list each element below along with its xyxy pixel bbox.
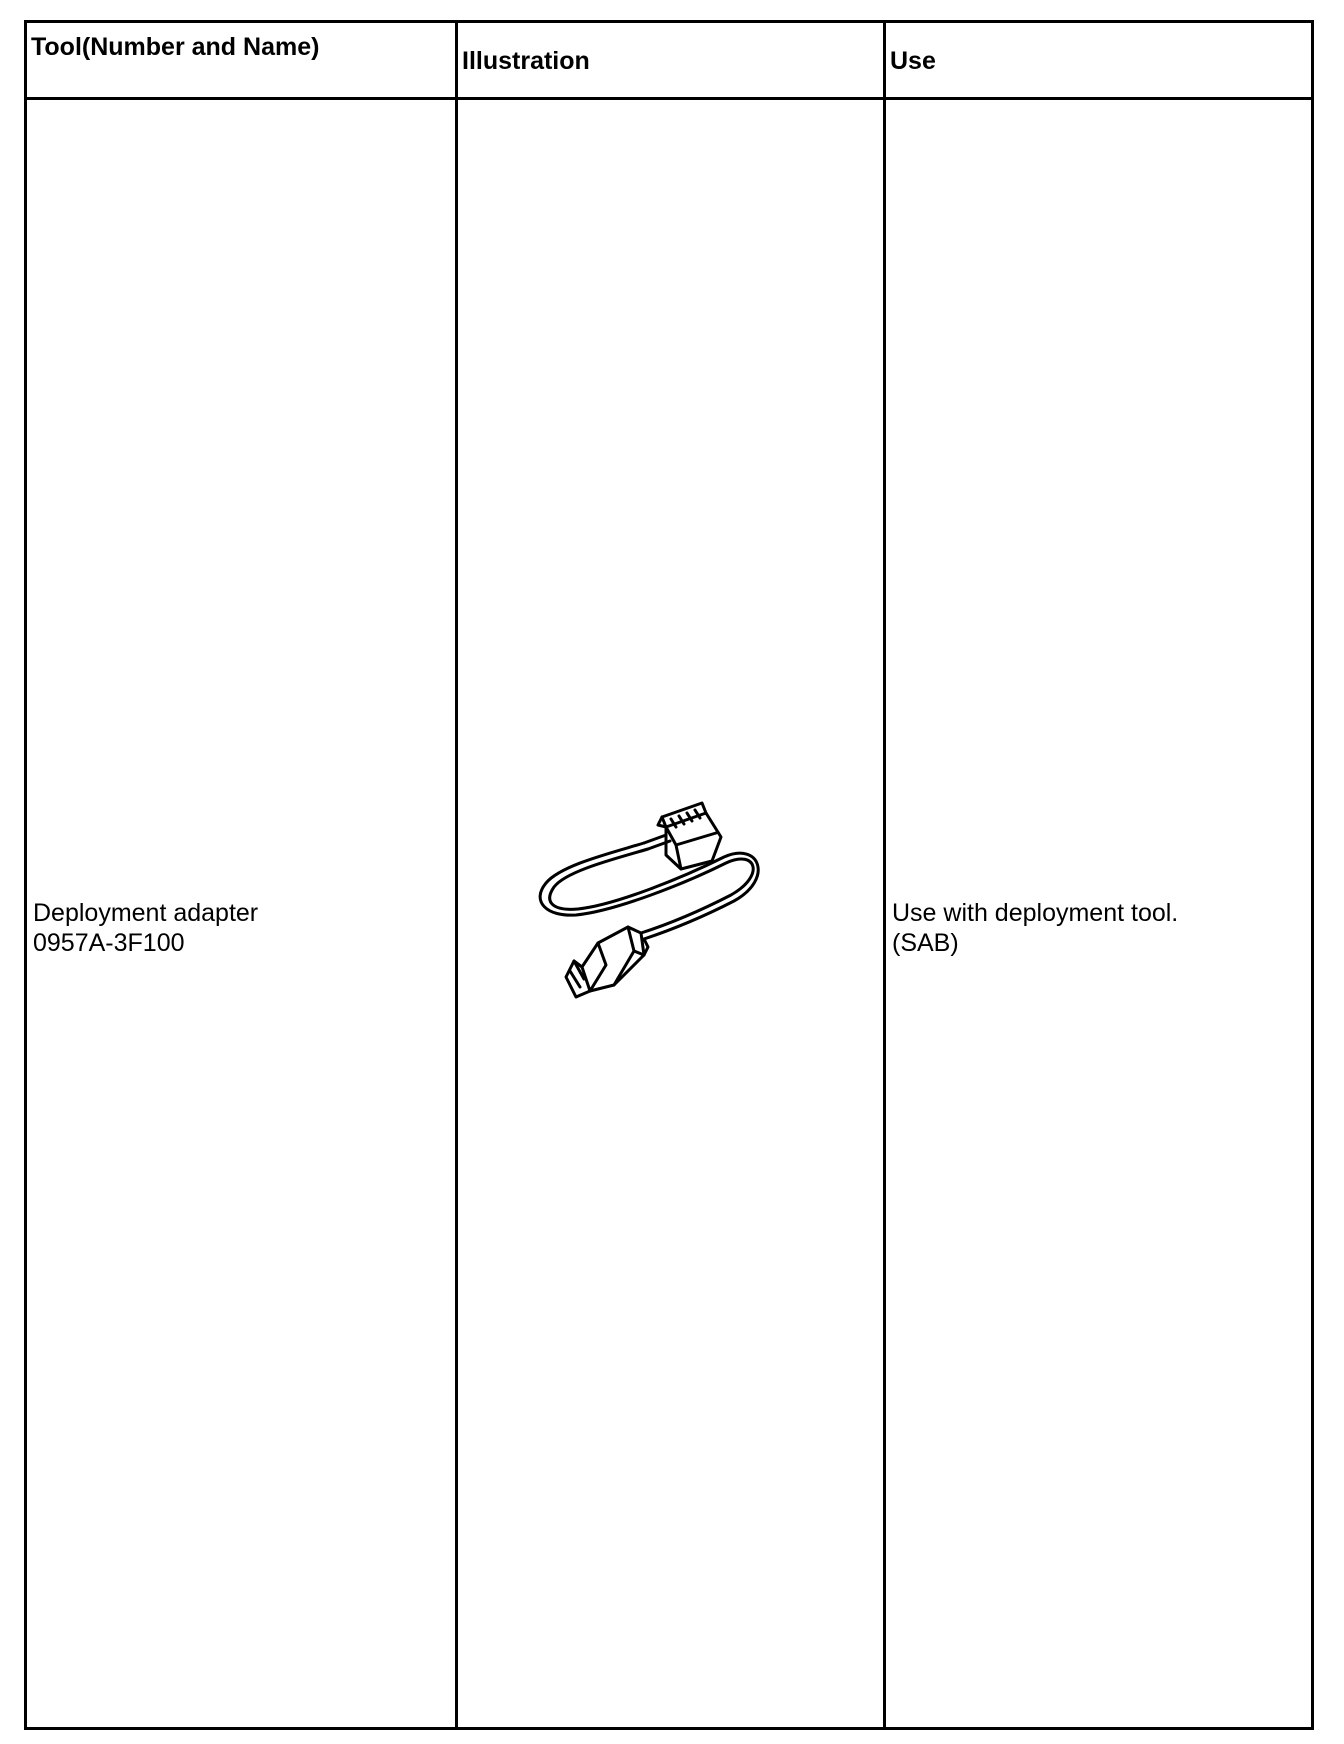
deployment-adapter-cable-icon	[516, 765, 816, 1005]
use-note: (SAB)	[892, 929, 959, 957]
use-description: Use with deployment tool.	[892, 899, 1179, 927]
header-row-divider	[27, 97, 1311, 100]
column-divider	[455, 23, 458, 1727]
use-cell	[892, 898, 1310, 958]
tool-number: 0957A-3F100	[33, 929, 185, 957]
header-use: Use	[890, 47, 936, 75]
header-tool-number-and-name: Tool(Number and Name)	[31, 33, 320, 61]
tool-cell	[33, 898, 451, 958]
column-divider	[883, 23, 886, 1727]
tool-name: Deployment adapter	[33, 899, 259, 927]
header-illustration: Illustration	[462, 47, 590, 75]
